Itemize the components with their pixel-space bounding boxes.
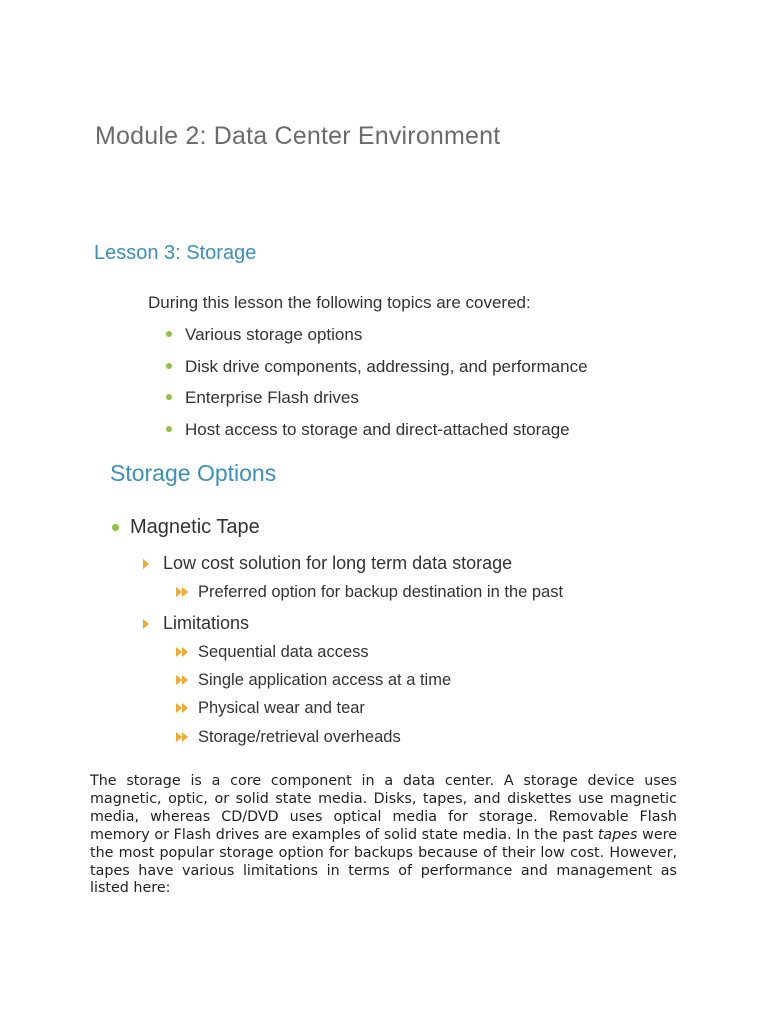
point-text: Sequential data access [198,643,369,661]
topic-text: Enterprise Flash drives [185,388,359,407]
lesson-title: Lesson 3: Storage [94,242,257,264]
storage-options-slide [0,452,768,752]
point-text: Low cost solution for long term data storage [163,553,513,573]
double-arrow-icon [176,587,190,597]
point-text: Physical wear and tear [198,699,365,717]
point-text: Preferred option for backup destination in the past [198,583,564,601]
double-arrow-icon [176,647,190,657]
bullet-icon [166,426,172,432]
point-text: Storage/retrieval overheads [198,728,401,746]
arrow-bullet-icon [143,619,149,629]
bullet-icon [166,394,172,400]
body-paragraph [90,773,677,898]
arrow-bullet-icon [143,559,149,569]
paragraph-text: were the most popular storage option for backups because of their low cost. However, tapes have various limitations in terms of performance and management as listed here: [90,826,677,897]
section-title: Storage Options [110,460,277,486]
topic-text: Host access to storage and direct-attached storage [185,419,570,439]
emphasis-text: tapes [597,826,638,843]
module-title: Module 2: Data Center Environment [95,122,501,150]
point-text: Magnetic Tape [130,516,260,538]
double-arrow-icon [176,732,190,742]
lesson-intro: During this lesson the following topics are covered: [148,293,531,312]
double-arrow-icon [176,675,190,685]
paragraph-text: The storage is a core component in a data center. A storage device uses magnetic, optic, or solid state media. Disks, tapes, and diskettes use magnetic media, whereas CD/DVD uses optical media for storage. Removable Flash memory or Flash drives are examples of solid state media. In the past [90,773,677,843]
bullet-icon [112,524,119,531]
bullet-icon [166,331,172,337]
topic-text: Various storage options [185,325,363,344]
point-text: Limitations [163,613,250,633]
point-text: Single application access at a time [198,671,452,689]
bullet-icon [166,363,172,369]
topic-text: Disk drive components, addressing, and performance [185,356,588,376]
double-arrow-icon [176,703,190,713]
